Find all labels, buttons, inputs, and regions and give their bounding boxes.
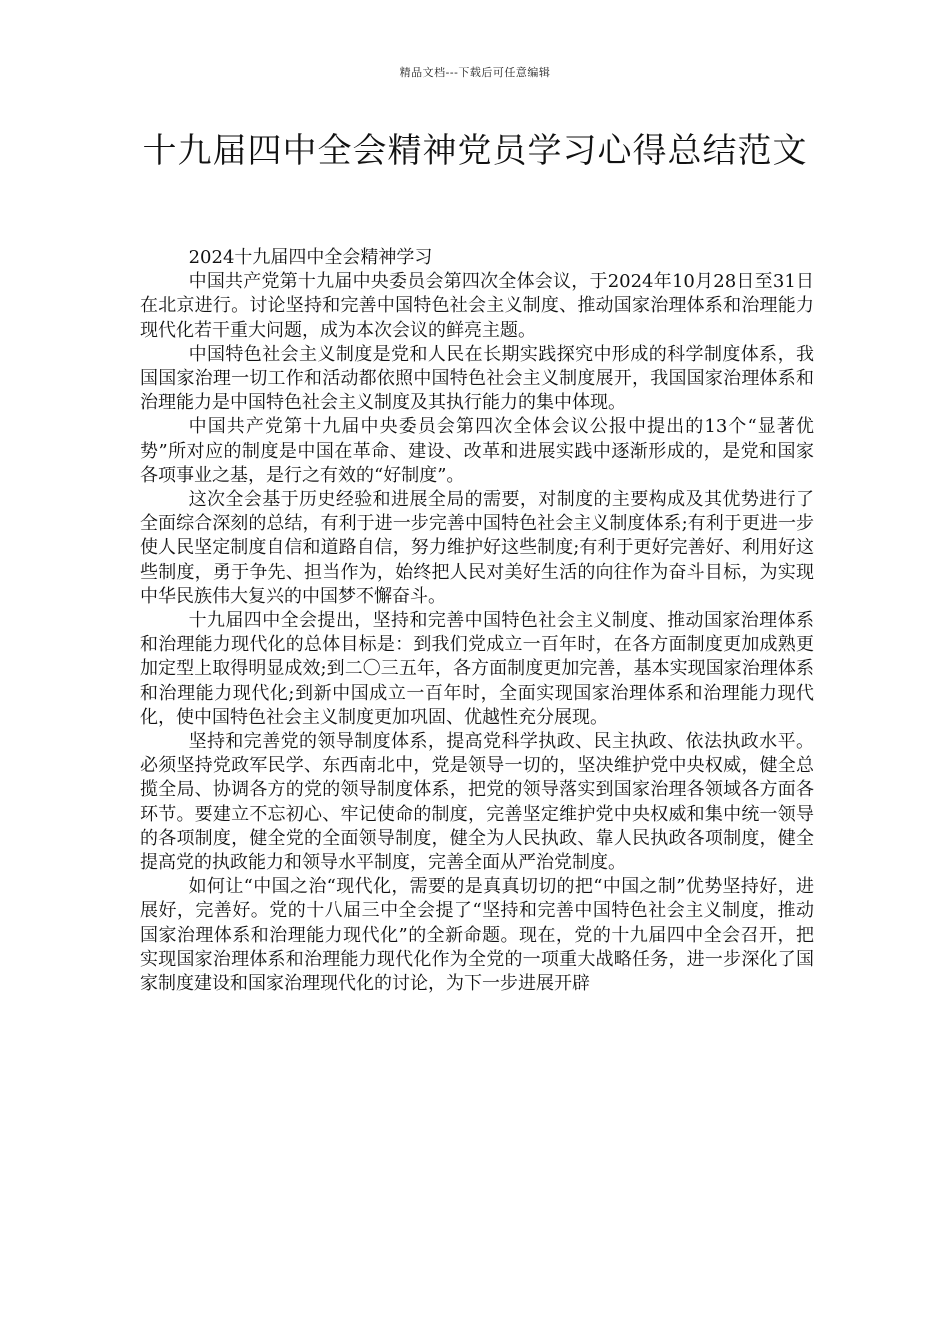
- paragraph: 中国特色社会主义制度是党和人民在长期实践探究中形成的科学制度体系，我国国家治理一切工作和活动都依照中国特色社会主义制度展开，我国国家治理体系和治理能力是中国特色社会主义制度及其执行能力的集中体现。: [140, 343, 814, 414]
- document-title: 十九届四中全会精神党员学习心得总结范文: [142, 131, 808, 171]
- paragraph: 这次全会基于历史经验和进展全局的需要，对制度的主要构成及其优势进行了全面综合深刻的总结，有利于进一步完善中国特色社会主义制度体系;有利于更进一步使人民坚定制度自信和道路自信，努力维护好这些制度;有利于更好完善好、利用好这些制度，勇于争先、担当作为，始终把人民对美好生活的向往作为奋斗目标，为实现中华民族伟大复兴的中国梦不懈奋斗。: [140, 489, 814, 607]
- paragraph: 十九届四中全会提出，坚持和完善中国特色社会主义制度、推动国家治理体系和治理能力现代化的总体目标是：到我们党成立一百年时，在各方面制度更加成熟更加定型上取得明显成效;到二〇三五年，各方面制度更加完善，基本实现国家治理体系和治理能力现代化;到新中国成立一百年时，全面实现国家治理体系和治理能力现代化，使中国特色社会主义制度更加巩固、优越性充分展现。: [140, 610, 814, 728]
- paragraph-subtitle: 2024十九届四中全会精神学习: [188, 247, 433, 268]
- paragraph: 中国共产党第十九届中央委员会第四次全体会议，于2024年10月28日至31日在北京进行。讨论坚持和完善中国特色社会主义制度、推动国家治理体系和治理能力现代化若干重大问题，成为本次会议的鲜亮主题。: [140, 271, 814, 341]
- header-note: 精品文档---下载后可任意编辑: [399, 66, 551, 79]
- document-body: [140, 246, 814, 996]
- paragraph: 中国共产党第十九届中央委员会第四次全体会议公报中提出的13个“显著优势”所对应的制度是中国在革命、建设、改革和进展实践中逐渐形成的，是党和国家各项事业之基，是行之有效的“好制度”。: [140, 416, 814, 486]
- paragraph: 如何让“中国之治“现代化，需要的是真真切切的把“中国之制”优势坚持好，进展好，完善好。党的十八届三中全会提了“坚持和完善中国特色社会主义制度，推动国家治理体系和治理能力现代化”的全新命题。现在，党的十九届四中全会召开，把实现国家治理体系和治理能力现代化作为全党的一项重大战略任务，进一步深化了国家制度建设和国家治理现代化的讨论，为下一步进展开辟: [140, 876, 814, 995]
- paragraph: 坚持和完善党的领导制度体系，提高党科学执政、民主执政、依法执政水平。必须坚持党政军民学、东西南北中，党是领导一切的，坚决维护党中央权威，健全总揽全局、协调各方的党的领导制度体系，把党的领导落实到国家治理各领域各方面各环节。要建立不忘初心、牢记使命的制度，完善坚定维护党中央权威和集中统一领导的各项制度，健全党的全面领导制度，健全为人民执政、靠人民执政各项制度，健全提高党的执政能力和领导水平制度，完善全面从严治党制度。: [140, 731, 814, 874]
